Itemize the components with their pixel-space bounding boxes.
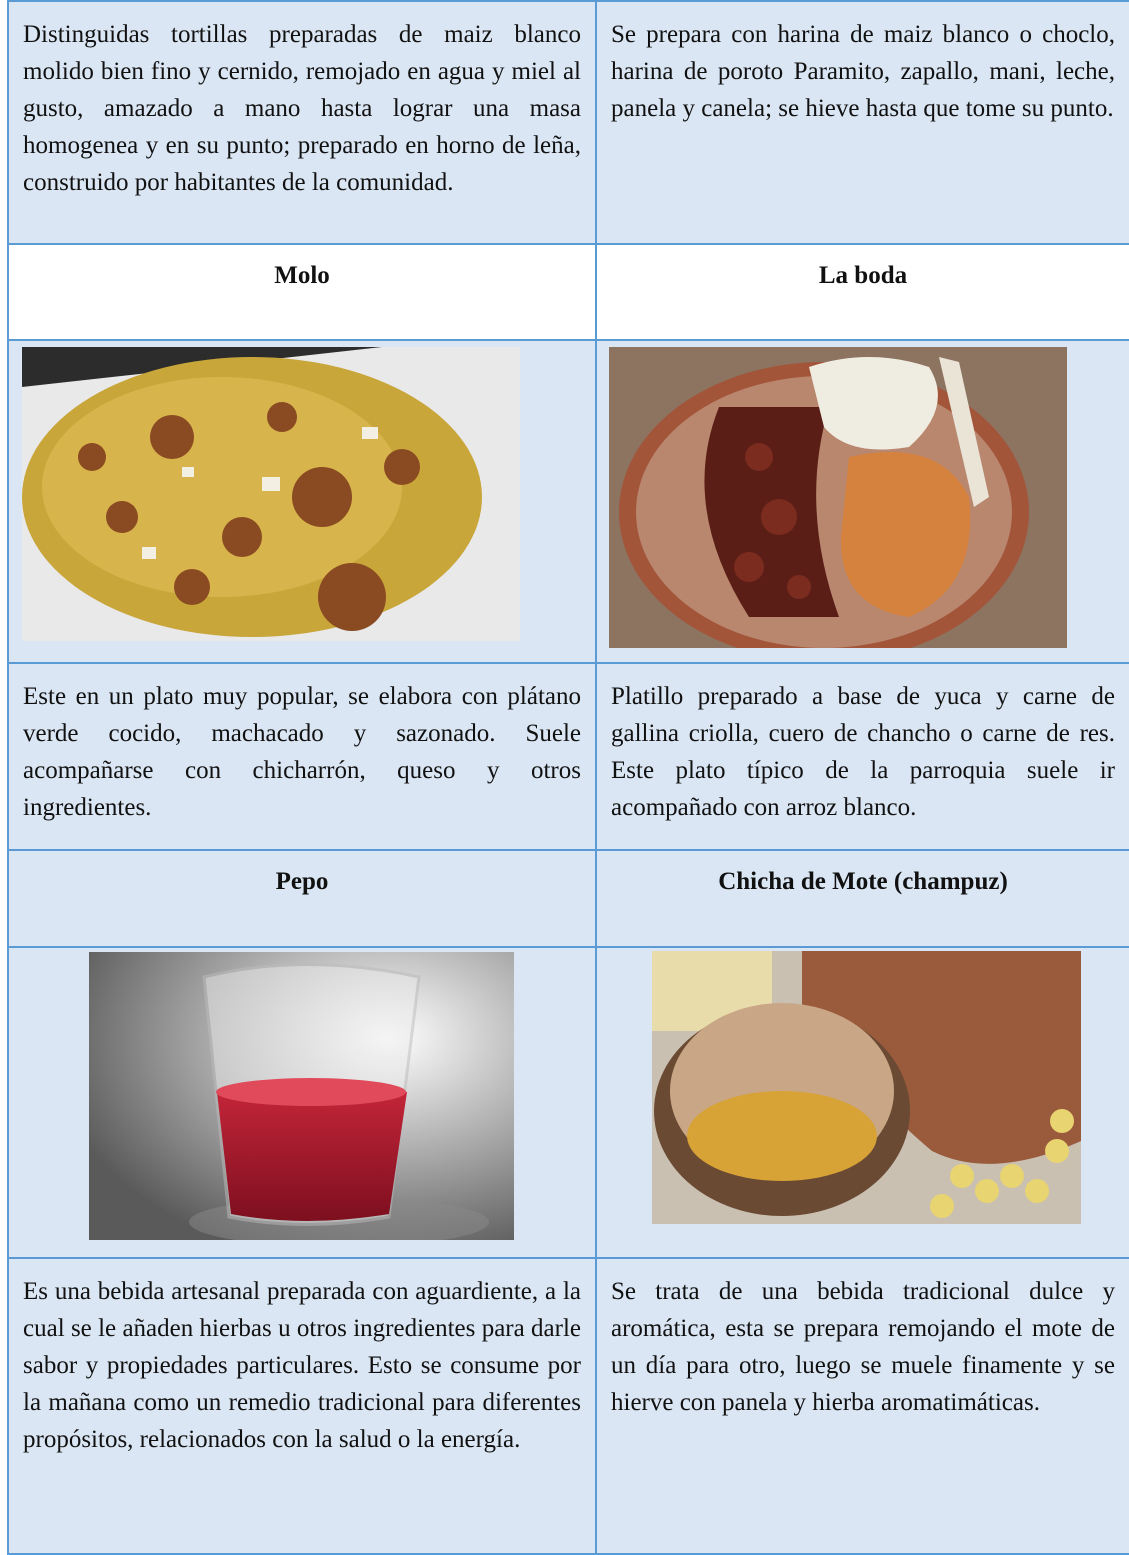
table-row	[8, 1, 1129, 244]
title-chicha-de-mote: Chicha de Mote (champuz)	[596, 850, 1129, 947]
molo-description: Este en un plato muy popular, se elabora con plátano verde cocido, machacado y sazonado. Suele acompañarse con chicharrón, queso y otros ingredientes.	[8, 663, 596, 850]
la-boda-dish-description: Platillo preparado a base de yuca y carne de gallina criolla, cuero de chancho o carne de res. Este plato típico de la parroquia suele ir acompañado con arroz blanco.	[596, 663, 1129, 850]
table-row	[8, 850, 1129, 947]
la-boda-description: Se prepara con harina de maiz blanco o choclo, harina de poroto Paramito, zapallo, mani, leche, panela y canela; se hieve hasta que tome su punto.	[596, 1, 1129, 244]
title-la-boda: La boda	[596, 244, 1129, 340]
table-row	[8, 947, 1129, 1258]
pepo-photo	[89, 952, 514, 1240]
tortillas-description: Distinguidas tortillas preparadas de maiz blanco molido bien fino y cernido, remojado en agua y miel al gusto, amazado a mano hasta lograr una masa homogenea y en su punto; preparado en horno de leña, construido por habitantes de la comunidad.	[8, 1, 596, 244]
table-row	[8, 663, 1129, 850]
la-boda-photo	[609, 347, 1067, 648]
la-boda-image-cell	[596, 340, 1129, 663]
table-row	[8, 244, 1129, 340]
table-row	[8, 340, 1129, 663]
chicha-image-cell	[596, 947, 1129, 1258]
food-table	[7, 0, 1129, 1555]
pepo-image-cell	[8, 947, 596, 1258]
chicha-de-mote-photo	[652, 951, 1081, 1224]
molo-photo	[22, 347, 520, 641]
pepo-description: Es una bebida artesanal preparada con aguardiente, a la cual se le añaden hierbas u otros ingredientes para darle sabor y propiedades particulares. Esto se consume por la mañana como un remedio tradicional para diferentes propósitos, relacionados con la salud o la energía.	[8, 1258, 596, 1554]
table-row	[8, 1258, 1129, 1554]
title-molo: Molo	[8, 244, 596, 340]
title-pepo: Pepo	[8, 850, 596, 947]
chicha-description: Se trata de una bebida tradicional dulce y aromática, esta se prepara remojando el mote de un día para otro, luego se muele finamente y se hierve con panela y hierba aromatimáticas.	[596, 1258, 1129, 1554]
molo-image-cell	[8, 340, 596, 663]
